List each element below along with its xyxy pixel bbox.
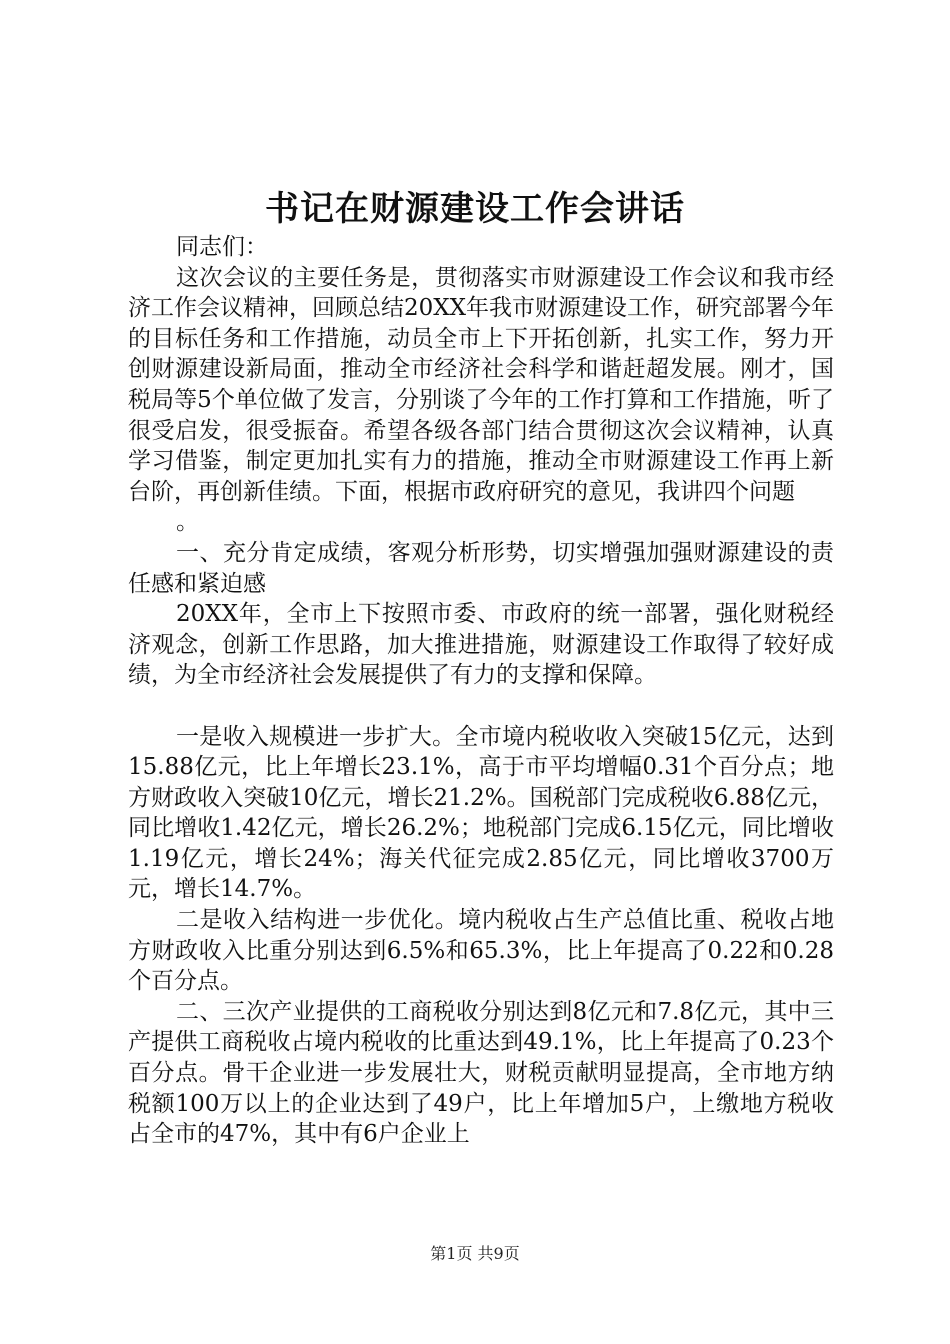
paragraph-industry-tax: 二、三次产业提供的工商税收分别达到8亿元和7.8亿元，其中三产提供工商税收占境内税收的比重达到49.1%，比上年提高了0.23个百分点。骨干企业进一步发展壮大，财税贡献明显提高，全市地方纳税额100万以上的企业达到了49户，比上年增加5户，上缴地方税收占全市的47%，其中有6户企业上 — [128, 998, 834, 1148]
document-title: 书记在财源建设工作会讲话 — [265, 189, 685, 229]
salutation: 同志们： — [176, 234, 268, 260]
paragraph-spacer — [128, 691, 834, 722]
paragraph-trailing-mark: 。 — [176, 509, 199, 536]
document-body — [128, 232, 834, 1150]
paragraph-revenue-scale: 一是收入规模进一步扩大。全市境内税收收入突破15亿元，达到15.88亿元，比上年增长23.1%，高于市平均增幅0.31个百分点；地方财政收入突破10亿元，增长21.2%。国税部门完成税收6.88亿元，同比增收1.42亿元，增长26.2%；地税部门完成6.15亿元，同比增收1.19亿元，增长24%；海关代征完成2.85亿元，同比增收3700万元，增长14.7%。 — [128, 723, 834, 903]
paragraph-revenue-structure: 二是收入结构进一步优化。境内税收占生产总值比重、税收占地方财政收入比重分别达到6.5%和65.3%，比上年提高了0.22和0.28个百分点。 — [128, 907, 834, 995]
section-heading-1: 一、充分肯定成绩，客观分析形势，切实增强加强财源建设的责任感和紧迫感 — [128, 539, 834, 597]
paragraph-intro: 这次会议的主要任务是，贯彻落实市财源建设工作会议和我市经济工作会议精神，回顾总结20XX年我市财源建设工作，研究部署今年的目标任务和工作措施，动员全市上下开拓创新，扎实工作，努力开创财源建设新局面，推动全市经济社会科学和谐赶超发展。刚才，国税局等5个单位做了发言，分别谈了今年的工作打算和工作措施，听了很受启发，很受振奋。希望各级各部门结合贯彻这次会议精神，认真学习借鉴，制定更加扎实有力的措施，推动全市财源建设工作再上新台阶，再创新佳绩。下面，根据市政府研究的意见，我讲四个问题 — [128, 264, 835, 505]
page-number-footer: 第1页 共9页 — [430, 1244, 520, 1263]
paragraph-overview: 20XX年，全市上下按照市委、市政府的统一部署，强化财税经济观念，创新工作思路，加大推进措施，财源建设工作取得了较好成绩，为全市经济社会发展提供了有力的支撑和保障。 — [128, 601, 834, 689]
